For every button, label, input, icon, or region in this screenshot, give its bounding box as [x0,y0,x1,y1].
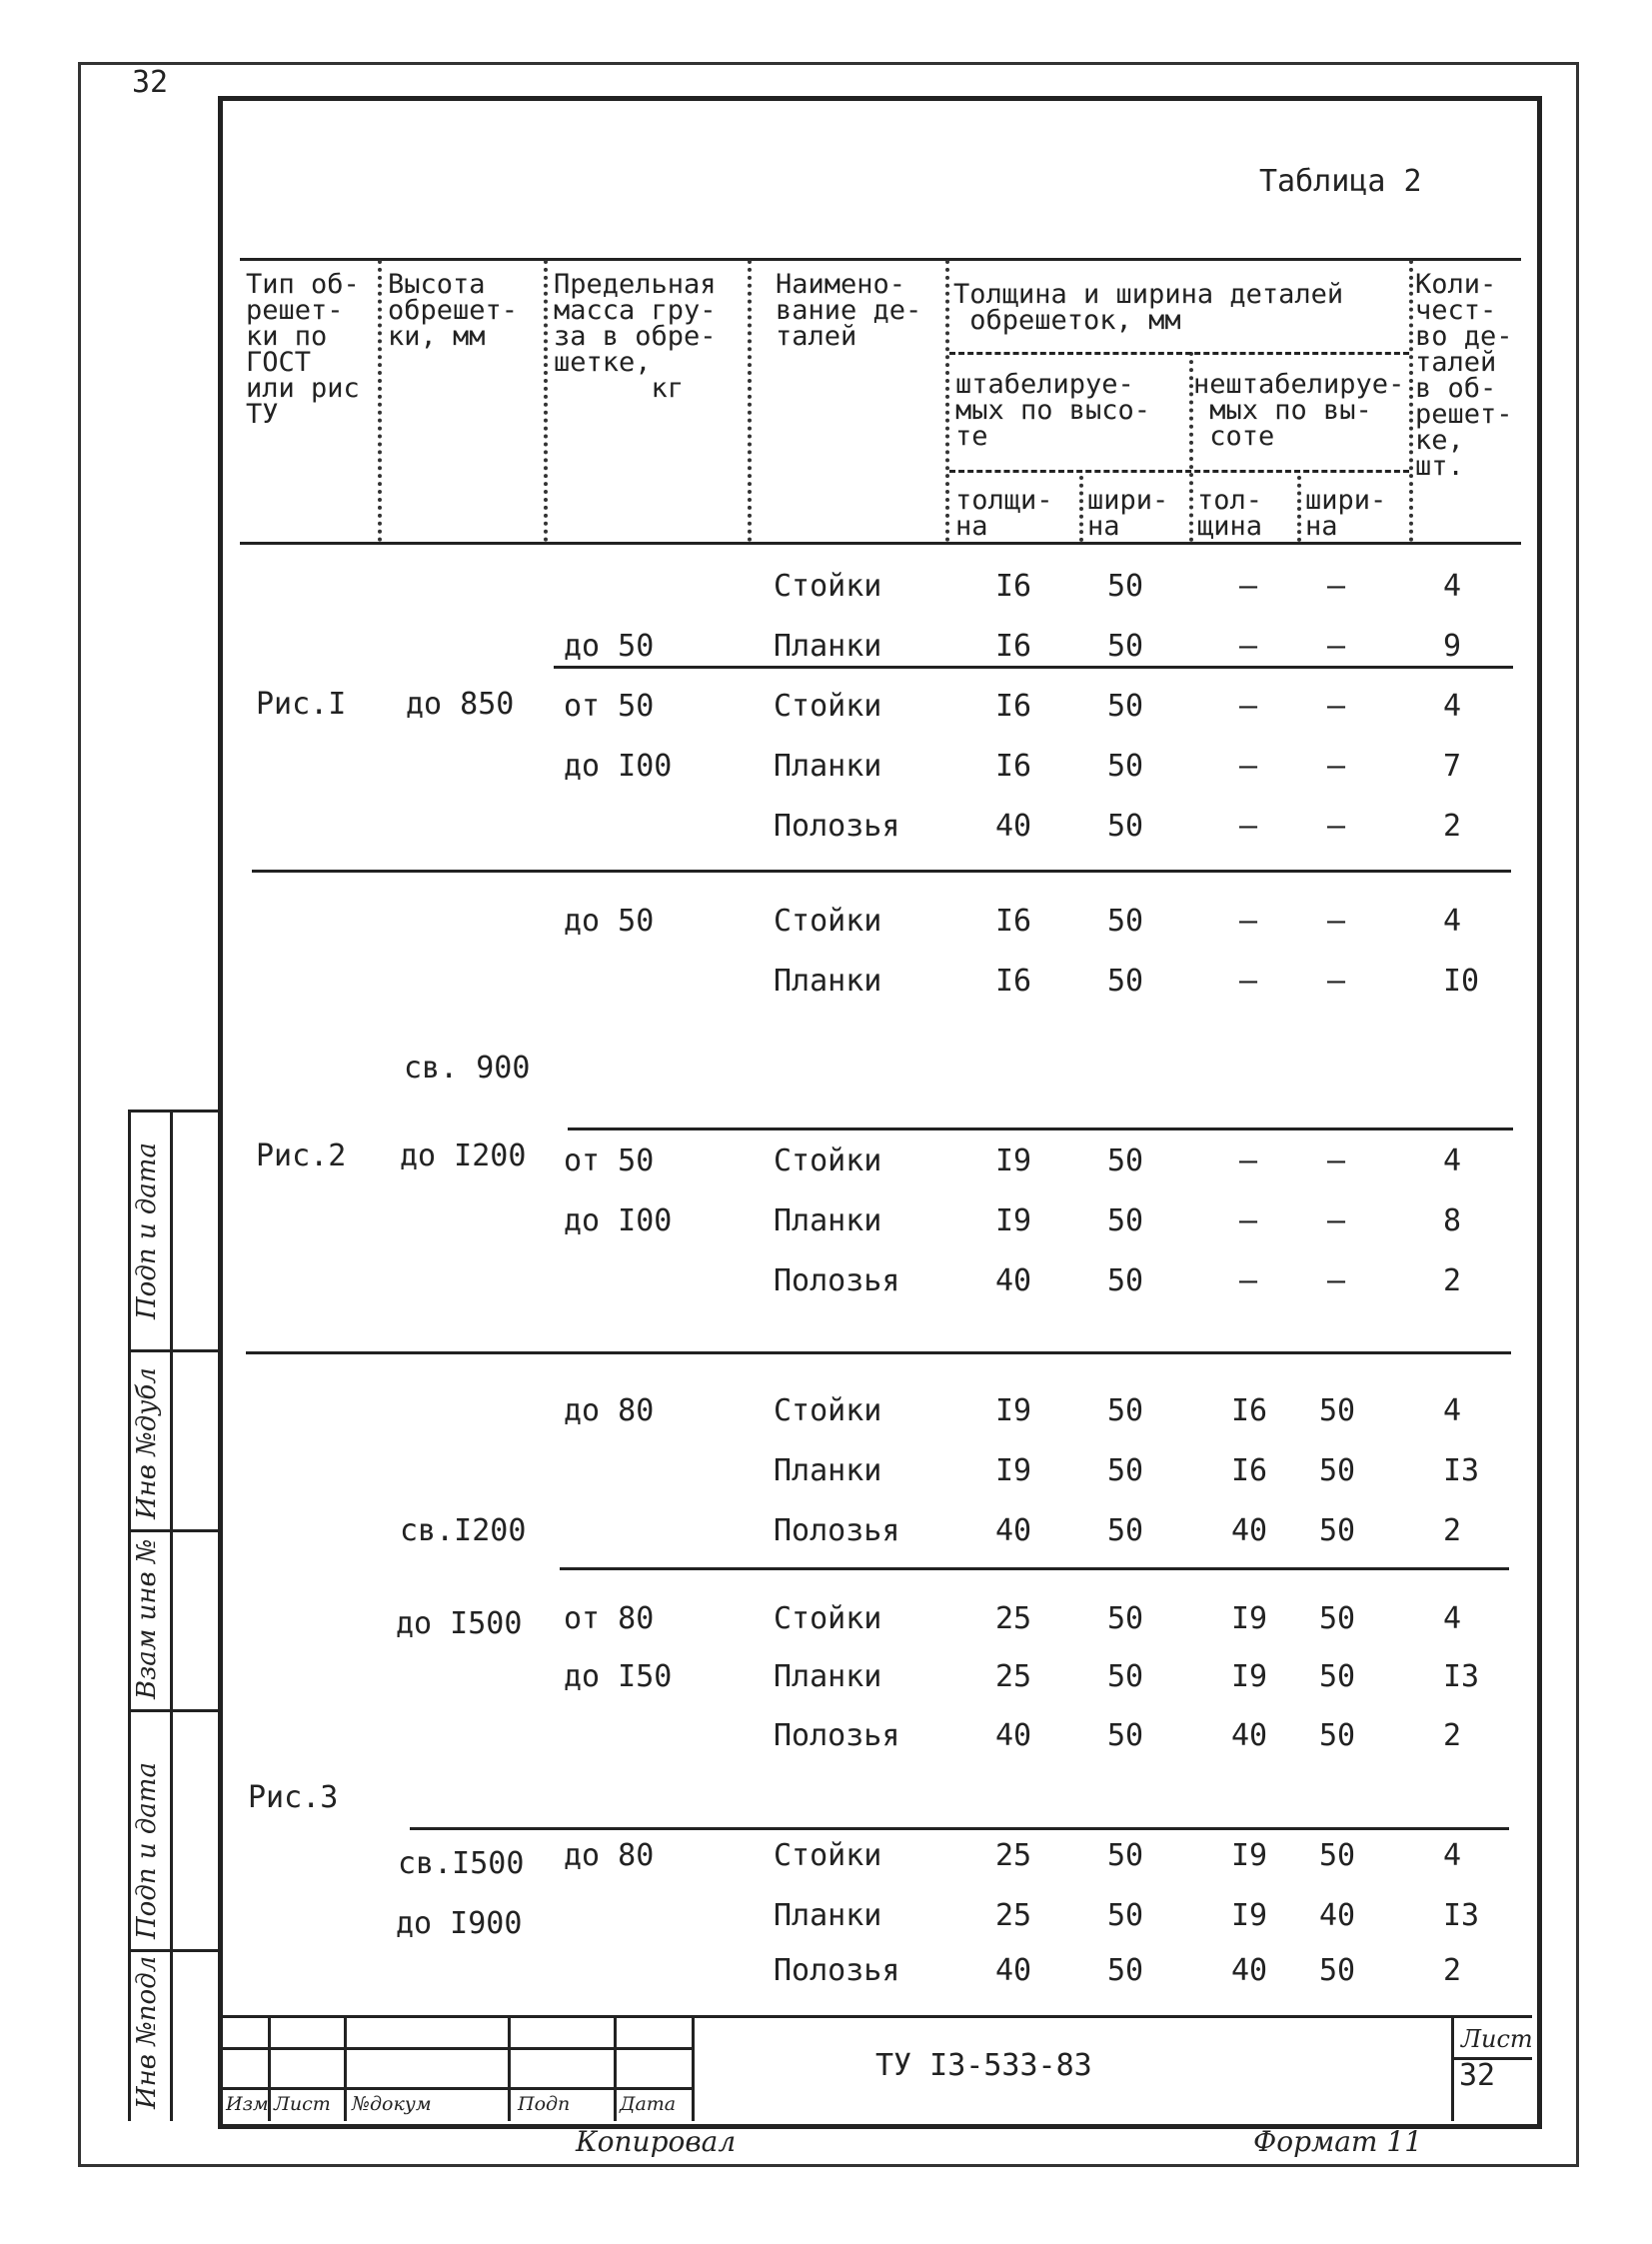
row-quantity: 4 [1443,1601,1462,1636]
row-width-nonstackable: 50 [1319,1659,1356,1694]
row-width-nonstackable: 50 [1319,1718,1356,1753]
row-name: Стойки [774,569,882,604]
header-name: Наимено- вание де- талей [776,269,922,352]
row-width-stackable: 50 [1107,1953,1144,1988]
row-quantity: 4 [1443,904,1462,939]
row-name: Планки [774,1453,882,1488]
row-quantity: 7 [1443,749,1462,784]
row-thickness-nonstackable: – [1239,1203,1258,1238]
row-thickness-stackable: I6 [995,904,1032,939]
row-thickness-stackable: I6 [995,749,1032,784]
row-thickness-nonstackable: – [1239,1263,1258,1298]
row-thickness-nonstackable: I9 [1231,1898,1268,1933]
row-name: Стойки [774,1601,882,1636]
row-thickness-nonstackable: – [1239,689,1258,724]
row-thickness-nonstackable: 40 [1231,1718,1268,1753]
row-thickness-nonstackable: I6 [1231,1453,1268,1488]
stamp-rule [220,2087,692,2090]
copied-label: Копировал [576,2125,737,2158]
row-name: Планки [774,749,882,784]
row-thickness-nonstackable: – [1239,629,1258,664]
row-thickness-nonstackable: I9 [1231,1659,1268,1694]
row-width-stackable: 50 [1107,1393,1144,1428]
row-width-stackable: 50 [1107,1143,1144,1178]
row-thickness-stackable: 40 [995,1953,1032,1988]
row-rule [560,1567,1509,1570]
row-name: Полозья [774,1953,900,1988]
header-width-2: шири- на [1305,485,1387,542]
row-quantity: 4 [1443,1838,1462,1873]
row-quantity: 2 [1443,1263,1462,1298]
row-width-stackable: 50 [1107,964,1144,999]
stamp-rule [220,2047,692,2050]
row-width-stackable: 50 [1107,1203,1144,1238]
row-width-stackable: 50 [1107,1453,1144,1488]
row-name: Стойки [774,1393,882,1428]
side-label: Подп и дата [132,1142,162,1319]
row-thickness-stackable: I9 [995,1143,1032,1178]
row-width-nonstackable: – [1327,569,1346,604]
row-mass: от 50 [564,1143,655,1178]
row-thickness-nonstackable: – [1239,1143,1258,1178]
header-sub-rule [949,470,1409,473]
fig1-height: до 850 [406,687,515,722]
header-top-rule [240,258,1521,261]
document-designation: ТУ I3-533-83 [875,2048,1092,2083]
row-quantity: 2 [1443,1513,1462,1548]
sheet-label: Лист [1461,2025,1533,2053]
row-width-stackable: 50 [1107,629,1144,664]
row-thickness-nonstackable: – [1239,809,1258,844]
row-name: Планки [774,1659,882,1694]
row-thickness-nonstackable: – [1239,569,1258,604]
header-separator [1409,260,1413,542]
row-quantity: I3 [1443,1898,1480,1933]
row-mass: до I50 [564,1659,673,1694]
header-thickness: толщи- на [955,485,1053,542]
side-label: Инв №дубл [132,1367,162,1519]
row-quantity: 2 [1443,1718,1462,1753]
header-mass: Предельная масса гру- за в обре- шетке, кг [554,269,717,404]
fig1-type: Рис.I [256,687,347,722]
row-width-stackable: 50 [1107,1718,1144,1753]
side-label: Инв №подл [132,1955,162,2109]
row-name: Стойки [774,904,882,939]
side-label: Взам инв № [132,1538,162,1699]
row-thickness-stackable: 25 [995,1838,1032,1873]
header-separator [1079,476,1083,542]
row-thickness-stackable: I6 [995,964,1032,999]
fig2-height-from: св. 900 [404,1051,531,1086]
fig2-height-to: до I200 [400,1138,527,1173]
row-thickness-stackable: 40 [995,809,1032,844]
row-thickness-stackable: 40 [995,1718,1032,1753]
row-name: Полозья [774,1718,900,1753]
row-quantity: 2 [1443,809,1462,844]
header-bottom-rule [240,542,1521,545]
header-height: Высота обрешет- ки, мм [388,269,519,352]
row-quantity: I3 [1443,1659,1480,1694]
stamp-top-rule [220,2015,1532,2018]
row-thickness-stackable: I6 [995,629,1032,664]
row-width-nonstackable: – [1327,809,1346,844]
row-name: Стойки [774,689,882,724]
row-width-nonstackable: – [1327,749,1346,784]
row-quantity: 2 [1443,1953,1462,1988]
table-title: Таблица 2 [1259,164,1422,199]
row-width-stackable: 50 [1107,1601,1144,1636]
stamp-col [614,2015,617,2121]
row-width-nonstackable: – [1327,689,1346,724]
row-thickness-stackable: 40 [995,1513,1032,1548]
row-mass: от 50 [564,689,655,724]
row-width-nonstackable: 50 [1319,1838,1356,1873]
row-mass: до 80 [564,1838,655,1873]
row-quantity: 4 [1443,569,1462,604]
stamp-col [344,2015,347,2121]
row-width-stackable: 50 [1107,569,1144,604]
row-width-stackable: 50 [1107,1263,1144,1298]
row-thickness-nonstackable: – [1239,904,1258,939]
header-separator [1297,476,1301,542]
row-width-nonstackable: 50 [1319,1953,1356,1988]
row-width-stackable: 50 [1107,1898,1144,1933]
row-width-stackable: 50 [1107,1838,1144,1873]
header-count: Коли- чест- во де- талей в об- решет- ке, шт. [1415,269,1513,482]
row-thickness-nonstackable: – [1239,964,1258,999]
stamp-col [508,2015,511,2121]
row-width-stackable: 50 [1107,904,1144,939]
header-sub-rule [949,352,1409,355]
row-thickness-stackable: I6 [995,569,1032,604]
row-quantity: 4 [1443,1143,1462,1178]
row-thickness-stackable: I9 [995,1453,1032,1488]
page-number: 32 [132,65,169,100]
row-name: Планки [774,1203,882,1238]
row-width-nonstackable: 50 [1319,1601,1356,1636]
side-strip-divider [128,1949,218,1952]
row-mass: от 80 [564,1601,655,1636]
stamp-col-label: №докум [352,2093,432,2115]
row-width-nonstackable: 40 [1319,1898,1356,1933]
row-width-nonstackable: – [1327,904,1346,939]
stamp-col-label: Дата [620,2093,677,2115]
row-thickness-nonstackable: I9 [1231,1601,1268,1636]
row-width-stackable: 50 [1107,809,1144,844]
row-thickness-nonstackable: – [1239,749,1258,784]
row-width-nonstackable: 50 [1319,1513,1356,1548]
fig3-height-b-to: до I900 [396,1906,523,1941]
header-separator [544,260,548,542]
row-mass: до I00 [564,1203,673,1238]
row-name: Планки [774,964,882,999]
side-strip-divider [128,1529,218,1532]
row-thickness-stackable: 25 [995,1898,1032,1933]
row-thickness-stackable: 25 [995,1601,1032,1636]
row-mass: до 80 [564,1393,655,1428]
stamp-col [692,2015,695,2121]
row-quantity: I3 [1443,1453,1480,1488]
row-width-nonstackable: – [1327,1143,1346,1178]
row-width-nonstackable: – [1327,1263,1346,1298]
row-name: Планки [774,629,882,664]
header-stackable: штабелируе- мых по высо- те [955,369,1151,452]
stamp-col-label: Лист [274,2093,331,2115]
header-separator [945,260,949,542]
row-quantity: 4 [1443,1393,1462,1428]
fig3-height-a-from: св.I200 [400,1513,527,1548]
side-label: Подп и дата [132,1762,162,1939]
sheet-number: 32 [1459,2058,1496,2093]
side-strip-divider [128,1349,218,1352]
header-separator [378,260,382,542]
row-quantity: 4 [1443,689,1462,724]
header-type: Тип об- решет- ки по ГОСТ или рис ТУ [246,269,360,430]
group-rule [246,1351,1511,1354]
row-width-nonstackable: – [1327,629,1346,664]
fig3-height-a-to: до I500 [396,1606,523,1641]
side-strip-divider [128,1110,218,1113]
row-quantity: I0 [1443,964,1480,999]
format-label: Формат 11 [1253,2125,1423,2158]
row-thickness-nonstackable: 40 [1231,1953,1268,1988]
side-strip-edge [128,1110,131,2121]
stamp-col-label: Подп [518,2093,571,2115]
row-thickness-nonstackable: 40 [1231,1513,1268,1548]
row-rule [410,1827,1509,1830]
row-thickness-stackable: I6 [995,689,1032,724]
header-width: шири- на [1087,485,1169,542]
row-width-stackable: 50 [1107,1513,1144,1548]
header-nonstackable: нештабелируе- мых по вы- соте [1193,369,1405,452]
row-mass: до 50 [564,629,655,664]
row-width-nonstackable: 50 [1319,1393,1356,1428]
row-thickness-nonstackable: I9 [1231,1838,1268,1873]
fig3-height-b-from: св.I500 [398,1846,525,1881]
row-width-nonstackable: 50 [1319,1453,1356,1488]
fig2-type: Рис.2 [256,1138,347,1173]
side-strip-divider [128,1709,218,1712]
row-rule [568,1127,1513,1130]
row-width-stackable: 50 [1107,1659,1144,1694]
row-quantity: 9 [1443,629,1462,664]
row-rule [554,666,1513,669]
row-thickness-stackable: 25 [995,1659,1032,1694]
row-width-stackable: 50 [1107,749,1144,784]
stamp-col [1451,2015,1454,2121]
header-separator [748,260,752,542]
header-thickness-2: тол- щина [1197,485,1263,542]
row-mass: до I00 [564,749,673,784]
stamp-col-label: Изм [226,2093,269,2115]
row-thickness-stackable: 40 [995,1263,1032,1298]
row-name: Полозья [774,809,900,844]
row-name: Полозья [774,1263,900,1298]
row-name: Планки [774,1898,882,1933]
row-thickness-stackable: I9 [995,1393,1032,1428]
row-width-nonstackable: – [1327,964,1346,999]
row-width-stackable: 50 [1107,689,1144,724]
row-name: Стойки [774,1143,882,1178]
group-rule [252,870,1511,873]
header-thickness-group: Толщина и ширина деталей обрешеток, мм [953,279,1344,336]
row-mass: до 50 [564,904,655,939]
row-name: Стойки [774,1838,882,1873]
row-name: Полозья [774,1513,900,1548]
row-width-nonstackable: – [1327,1203,1346,1238]
row-thickness-stackable: I9 [995,1203,1032,1238]
row-quantity: 8 [1443,1203,1462,1238]
row-thickness-nonstackable: I6 [1231,1393,1268,1428]
side-strip-line [170,1110,173,2121]
fig3-type: Рис.3 [248,1780,339,1815]
